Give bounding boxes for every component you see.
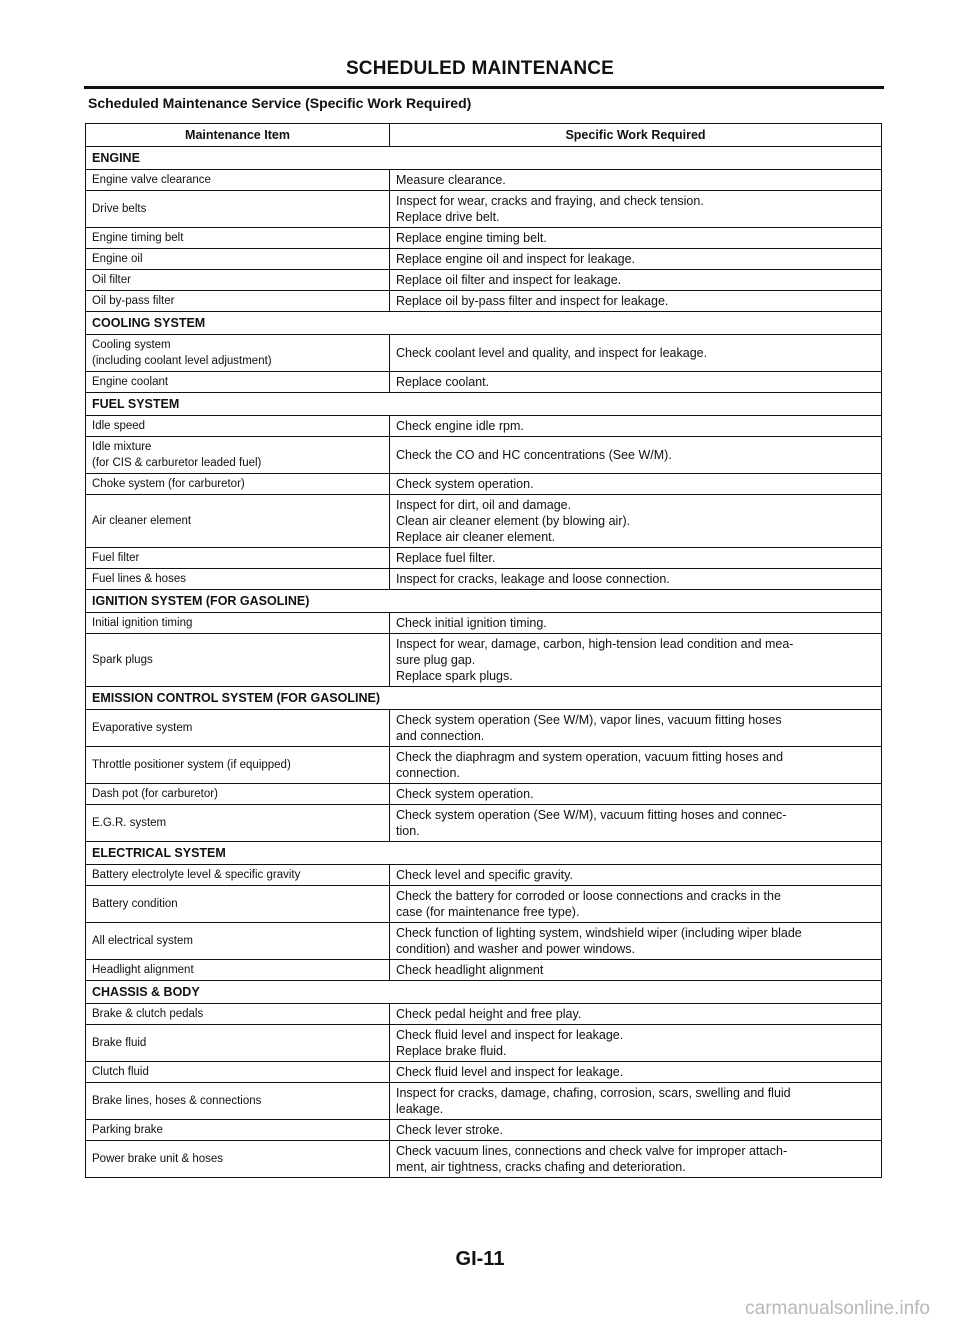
specific-work (390, 569, 882, 590)
table-row (86, 372, 882, 393)
work-line: Check the battery for corroded or loose connections and cracks in the (396, 889, 781, 903)
work-line: Check lever stroke. (396, 1123, 503, 1137)
table-row (86, 886, 882, 923)
specific-work (390, 416, 882, 437)
table-row (86, 1083, 882, 1120)
specific-work (390, 1004, 882, 1025)
maintenance-item: Choke system (for carburetor) (86, 474, 390, 495)
work-line: sure plug gap. (396, 653, 476, 667)
specific-work (390, 191, 882, 228)
work-line: Check pedal height and free play. (396, 1007, 582, 1021)
table-row (86, 613, 882, 634)
specific-work (390, 613, 882, 634)
maintenance-item: Oil filter (86, 270, 390, 291)
work-line: condition) and washer and power windows. (396, 942, 636, 956)
table-row (86, 170, 882, 191)
maintenance-item: Brake lines, hoses & connections (86, 1083, 390, 1120)
specific-work (390, 710, 882, 747)
work-line: Check the CO and HC concentrations (See W/M). (396, 448, 672, 462)
specific-work (390, 1120, 882, 1141)
maintenance-item: Battery condition (86, 886, 390, 923)
specific-work (390, 960, 882, 981)
table-row (86, 228, 882, 249)
specific-work (390, 474, 882, 495)
specific-work (390, 548, 882, 569)
maintenance-item: Evaporative system (86, 710, 390, 747)
work-line: Check the diaphragm and system operation, vacuum fitting hoses and (396, 750, 784, 764)
category-row (86, 147, 882, 170)
specific-work (390, 747, 882, 784)
maintenance-item: Brake fluid (86, 1025, 390, 1062)
specific-work (390, 1141, 882, 1178)
table-row (86, 474, 882, 495)
work-line: Check system operation. (396, 787, 534, 801)
table-row (86, 1062, 882, 1083)
work-line: and connection. (396, 729, 485, 743)
work-line: case (for maintenance free type). (396, 905, 580, 919)
work-line: Check system operation. (396, 477, 534, 491)
work-line: Check initial ignition timing. (396, 616, 547, 630)
table-row (86, 1025, 882, 1062)
work-line: Replace brake fluid. (396, 1044, 507, 1058)
maintenance-item: Fuel lines & hoses (86, 569, 390, 590)
maintenance-item: Throttle positioner system (if equipped) (86, 747, 390, 784)
category-row (86, 687, 882, 710)
table-body (86, 147, 882, 1178)
specific-work (390, 291, 882, 312)
header-specific-work: Specific Work Required (390, 124, 882, 147)
work-line: Check vacuum lines, connections and check valve for improper attach- (396, 1144, 788, 1158)
table-row (86, 1120, 882, 1141)
table-row (86, 495, 882, 548)
table-row (86, 437, 882, 474)
maintenance-item: Clutch fluid (86, 1062, 390, 1083)
specific-work (390, 228, 882, 249)
maintenance-item: Air cleaner element (86, 495, 390, 548)
specific-work (390, 1083, 882, 1120)
category-label: FUEL SYSTEM (86, 393, 882, 416)
maintenance-item-line: Cooling system (92, 339, 171, 351)
table-row (86, 634, 882, 687)
maintenance-item: Drive belts (86, 191, 390, 228)
category-label: EMISSION CONTROL SYSTEM (FOR GASOLINE) (86, 687, 882, 710)
table-row (86, 191, 882, 228)
table-row (86, 270, 882, 291)
work-line: tion. (396, 824, 420, 838)
specific-work (390, 865, 882, 886)
work-line: Replace coolant. (396, 375, 490, 389)
work-line: ment, air tightness, cracks chafing and deterioration. (396, 1160, 686, 1174)
watermark: carmanualsonline.info (745, 1298, 930, 1319)
page-number: GI-11 (455, 1248, 505, 1270)
work-line: Inspect for wear, damage, carbon, high-tension lead condition and mea- (396, 637, 794, 651)
specific-work (390, 249, 882, 270)
work-line: Check system operation (See W/M), vacuum fitting hoses and connec- (396, 808, 787, 822)
specific-work (390, 1025, 882, 1062)
work-line: Inspect for dirt, oil and damage. (396, 498, 572, 512)
category-label: COOLING SYSTEM (86, 312, 882, 335)
maintenance-item: Power brake unit & hoses (86, 1141, 390, 1178)
work-line: Check fluid level and inspect for leakage. (396, 1065, 624, 1079)
work-line: Clean air cleaner element (by blowing air). (396, 514, 631, 528)
table-row (86, 569, 882, 590)
category-label: IGNITION SYSTEM (FOR GASOLINE) (86, 590, 882, 613)
work-line: Check engine idle rpm. (396, 419, 524, 433)
maintenance-item: Engine oil (86, 249, 390, 270)
work-line: Replace engine timing belt. (396, 231, 547, 245)
maintenance-table (85, 123, 882, 1178)
maintenance-item-line: (including coolant level adjustment) (92, 355, 272, 367)
work-line: Check function of lighting system, windshield wiper (including wiper blade (396, 926, 802, 940)
header-maintenance-item: Maintenance Item (86, 124, 390, 147)
category-label: ELECTRICAL SYSTEM (86, 842, 882, 865)
specific-work (390, 270, 882, 291)
work-line: leakage. (396, 1102, 444, 1116)
work-line: Check fluid level and inspect for leakage. (396, 1028, 624, 1042)
work-line: connection. (396, 766, 460, 780)
specific-work (390, 1062, 882, 1083)
specific-work (390, 335, 882, 372)
table-row (86, 784, 882, 805)
maintenance-item: Oil by-pass filter (86, 291, 390, 312)
specific-work (390, 923, 882, 960)
specific-work (390, 886, 882, 923)
maintenance-item: E.G.R. system (86, 805, 390, 842)
table-row (86, 335, 882, 372)
maintenance-item: Initial ignition timing (86, 613, 390, 634)
specific-work (390, 495, 882, 548)
table-row (86, 291, 882, 312)
page-title: SCHEDULED MAINTENANCE (345, 58, 615, 79)
maintenance-item: All electrical system (86, 923, 390, 960)
table-row (86, 710, 882, 747)
maintenance-item: Battery electrolyte level & specific gravity (86, 865, 390, 886)
specific-work (390, 634, 882, 687)
specific-work (390, 372, 882, 393)
maintenance-item: Spark plugs (86, 634, 390, 687)
table-row (86, 960, 882, 981)
maintenance-item: Idle speed (86, 416, 390, 437)
category-row (86, 393, 882, 416)
title-rule (84, 86, 884, 89)
work-line: Check headlight alignment (396, 963, 544, 977)
specific-work (390, 170, 882, 191)
work-line: Replace fuel filter. (396, 551, 496, 565)
maintenance-item-line: (for CIS & carburetor leaded fuel) (92, 457, 262, 469)
table-row (86, 416, 882, 437)
work-line: Replace oil by-pass filter and inspect for leakage. (396, 294, 669, 308)
maintenance-item: Parking brake (86, 1120, 390, 1141)
work-line: Inspect for wear, cracks and fraying, and check tension. (396, 194, 704, 208)
table-row (86, 865, 882, 886)
category-label: ENGINE (86, 147, 882, 170)
category-label: CHASSIS & BODY (86, 981, 882, 1004)
maintenance-item (86, 437, 390, 474)
work-line: Replace spark plugs. (396, 669, 513, 683)
work-line: Replace engine oil and inspect for leakage. (396, 252, 636, 266)
maintenance-item: Brake & clutch pedals (86, 1004, 390, 1025)
category-row (86, 842, 882, 865)
work-line: Replace drive belt. (396, 210, 500, 224)
category-row (86, 590, 882, 613)
work-line: Check system operation (See W/M), vapor lines, vacuum fitting hoses (396, 713, 782, 727)
maintenance-item: Engine coolant (86, 372, 390, 393)
maintenance-item: Fuel filter (86, 548, 390, 569)
table-row (86, 1141, 882, 1178)
maintenance-item: Engine valve clearance (86, 170, 390, 191)
maintenance-item: Headlight alignment (86, 960, 390, 981)
maintenance-item-line: Idle mixture (92, 441, 152, 453)
specific-work (390, 805, 882, 842)
category-row (86, 312, 882, 335)
work-line: Check level and specific gravity. (396, 868, 573, 882)
work-line: Replace oil filter and inspect for leakage. (396, 273, 622, 287)
work-line: Check coolant level and quality, and inspect for leakage. (396, 346, 708, 360)
specific-work (390, 784, 882, 805)
table-row (86, 1004, 882, 1025)
specific-work (390, 437, 882, 474)
work-line: Inspect for cracks, damage, chafing, corrosion, scars, swelling and fluid (396, 1086, 791, 1100)
work-line: Measure clearance. (396, 173, 506, 187)
work-line: Replace air cleaner element. (396, 530, 556, 544)
section-heading: Scheduled Maintenance Service (Specific Work Required) (88, 95, 472, 111)
table-row (86, 923, 882, 960)
maintenance-item (86, 335, 390, 372)
table-row (86, 548, 882, 569)
table-header-row (86, 124, 882, 147)
work-line: Inspect for cracks, leakage and loose connection. (396, 572, 670, 586)
maintenance-item: Engine timing belt (86, 228, 390, 249)
category-row (86, 981, 882, 1004)
table-row (86, 249, 882, 270)
maintenance-item: Dash pot (for carburetor) (86, 784, 390, 805)
table-row (86, 747, 882, 784)
table-row (86, 805, 882, 842)
